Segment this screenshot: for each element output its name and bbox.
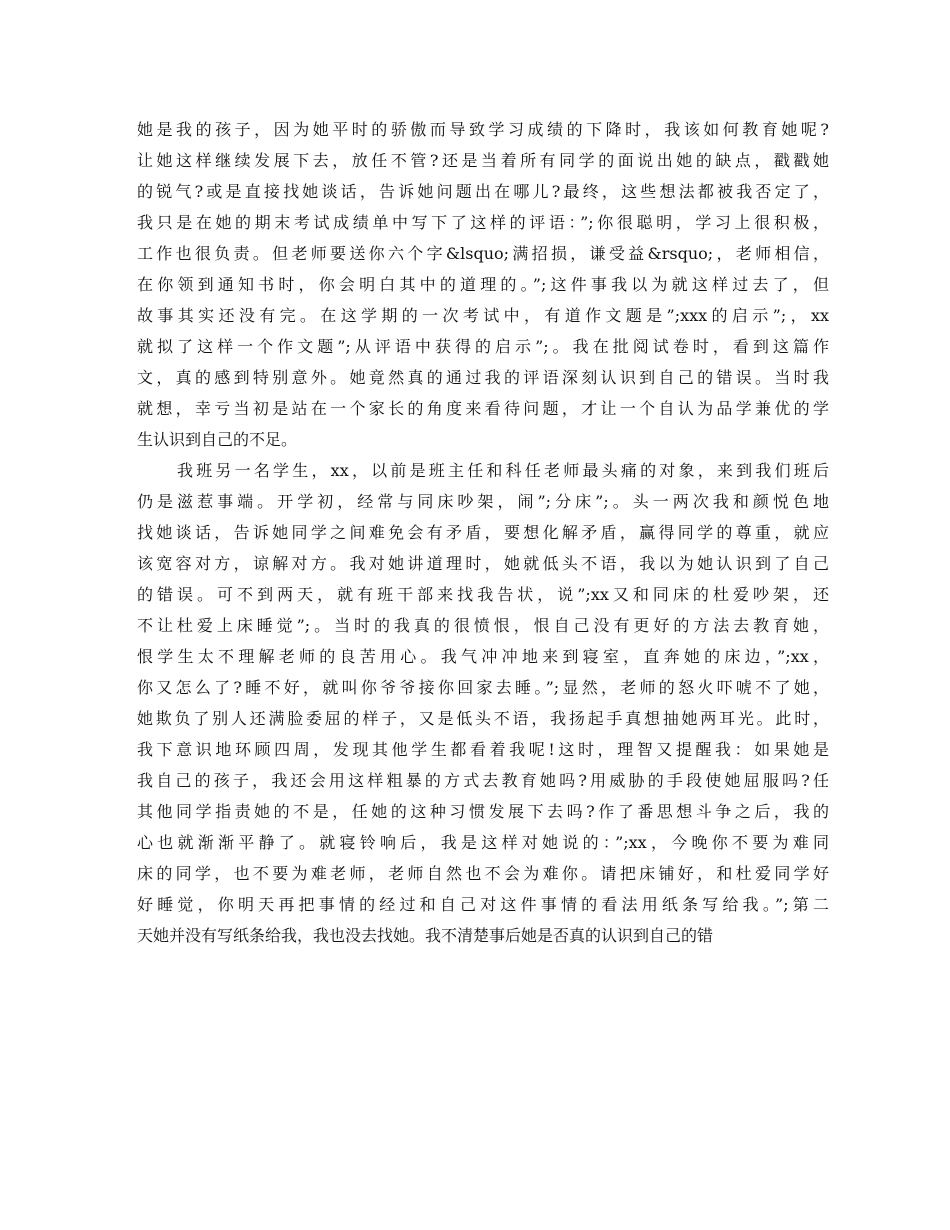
text-line: 找她谈话，告诉她同学之间难免会有矛盾，要想化解矛盾，赢得同学的尊重，就应 <box>137 523 829 542</box>
text-line: 心也就渐渐平静了。就寝铃响后，我是这样对她说的：”;xx，今晚你不要为难同 <box>137 833 829 852</box>
text-line: 她是我的孩子，因为她平时的骄傲而导致学习成绩的下降时，我该如何教育她呢? <box>137 120 829 139</box>
text-line: 我下意识地环顾四周，发现其他学生都看着我呢!这时，理智又提醒我：如果她是 <box>137 740 829 759</box>
text-line: 好睡觉，你明天再把事情的经过和自己对这件事情的看法用纸条写给我。”;第二 <box>137 895 829 914</box>
text-line: 仍是滋惹事端。开学初，经常与同床吵架，闹”;分床”;。头一两次我和颜悦色地 <box>137 492 829 511</box>
text-line: 在你领到通知书时，你会明白其中的道理的。”;这件事我以为就这样过去了，但 <box>137 275 829 294</box>
text-line: 我只是在她的期末考试成绩单中写下了这样的评语：”;你很聪明，学习上很积极， <box>137 213 829 232</box>
text-line: 恨学生太不理解老师的良苦用心。我气冲冲地来到寝室，直奔她的床边，”;xx， <box>137 647 829 666</box>
text-line: 不让杜爱上床睡觉”;。当时的我真的很愤恨，恨自己没有更好的方法去教育她， <box>137 616 829 635</box>
text-line: 文，真的感到特别意外。她竟然真的通过我的评语深刻认识到自己的错误。当时我 <box>137 368 829 387</box>
paragraph-1 <box>137 114 829 455</box>
paragraph-2 <box>137 455 829 951</box>
text-line: 就想，幸亏当初是站在一个家长的角度来看待问题，才让一个自认为品学兼优的学 <box>137 399 829 418</box>
text-line: 她欺负了别人还满脸委屈的样子，又是低头不语，我扬起手真想抽她两耳光。此时， <box>137 709 829 728</box>
text-line: 故事其实还没有完。在这学期的一次考试中，有道作文题是”;xxx的启示”;，xx <box>137 306 829 325</box>
text-line: 工作也很负责。但老师要送你六个字&lsquo;满招损，谦受益&rsquo;，老师相信， <box>137 244 829 263</box>
text-line: 天她并没有写纸条给我，我也没去找她。我不清楚事后她是否真的认识到自己的错 <box>137 926 714 945</box>
text-line: 让她这样继续发展下去，放任不管?还是当着所有同学的面说出她的缺点，戳戳她 <box>137 151 829 170</box>
text-line: 我班另一名学生，xx，以前是班主任和科任老师最头痛的对象，来到我们班后 <box>177 461 829 480</box>
text-line: 床的同学，也不要为难老师，老师自然也不会为难你。请把床铺好，和杜爱同学好 <box>137 864 829 883</box>
text-line: 其他同学指责她的不是，任她的这种习惯发展下去吗?作了番思想斗争之后，我的 <box>137 802 829 821</box>
text-line: 生认识到自己的不足。 <box>137 430 298 449</box>
text-line: 的错误。可不到两天，就有班干部来找我告状，说”;xx又和同床的杜爱吵架，还 <box>137 585 829 604</box>
document-body <box>137 114 829 951</box>
text-line: 我自己的孩子，我还会用这样粗暴的方式去教育她吗?用威胁的手段使她屈服吗?任 <box>137 771 829 790</box>
text-line: 该宽容对方，谅解对方。我对她讲道理时，她就低头不语，我以为她认识到了自己 <box>137 554 829 573</box>
text-line: 你又怎么了?睡不好，就叫你爷爷接你回家去睡。”;显然，老师的怒火吓唬不了她， <box>137 678 829 697</box>
text-line: 就拟了这样一个作文题”;从评语中获得的启示”;。我在批阅试卷时，看到这篇作 <box>137 337 829 356</box>
text-line: 的锐气?或是直接找她谈话，告诉她问题出在哪儿?最终，这些想法都被我否定了， <box>137 182 829 201</box>
